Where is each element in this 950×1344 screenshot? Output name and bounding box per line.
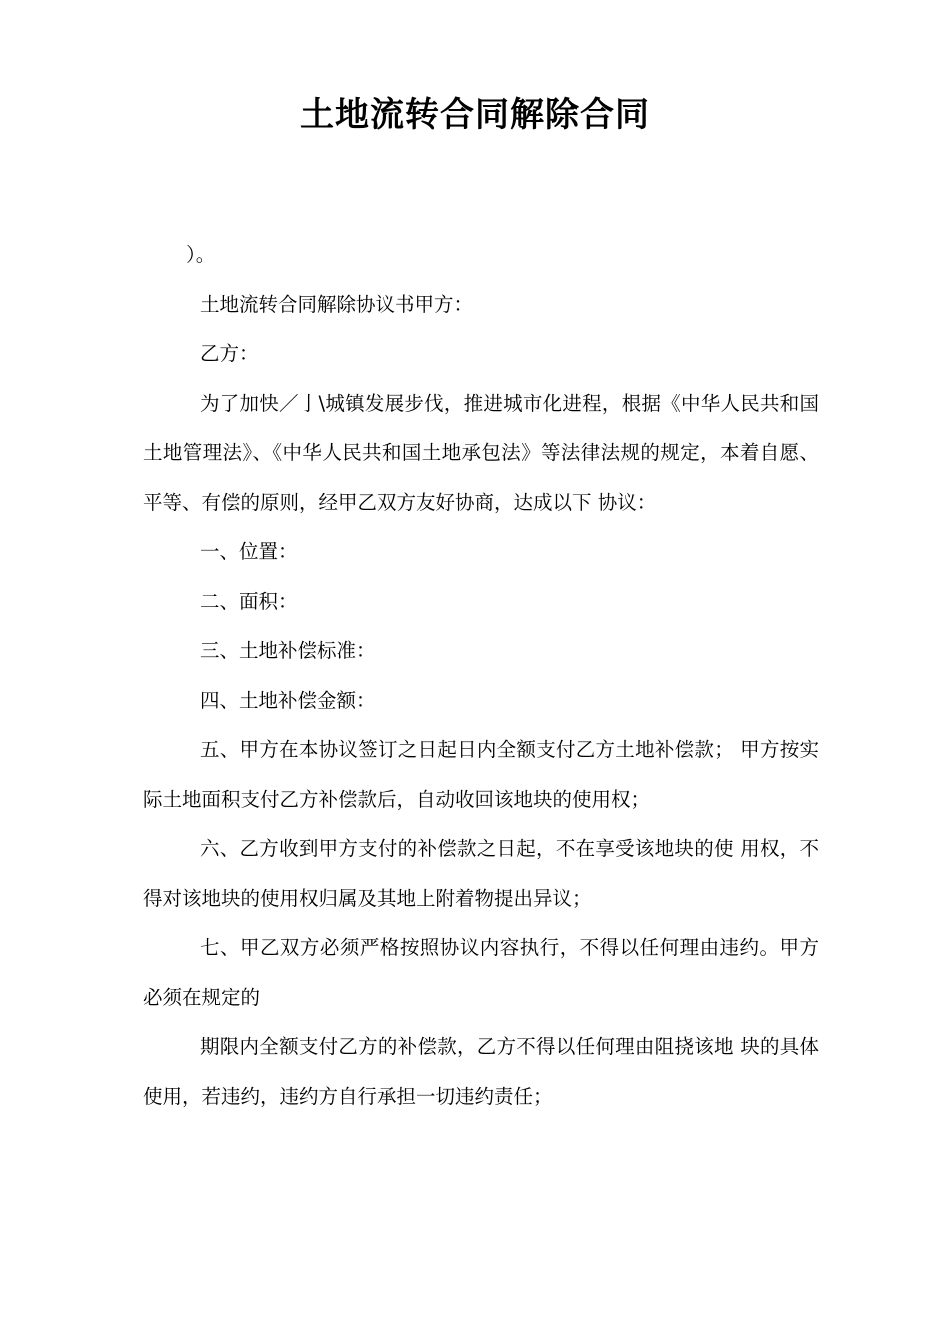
paragraph-agreement-heading: 土地流转合同解除协议书甲方： [200,292,474,316]
document-title: 土地流转合同解除合同 [300,95,650,135]
paragraph-clause-7-cont: 期限内全额支付乙方的补偿款，乙方不得以任何理由阻挠该地 块的具体使用，若违约，违约方自行承担一切违约责任； [143,1035,819,1108]
paragraph-clause-4: 四、土地补偿金额： [200,688,376,712]
paragraph-preamble: 为了加快／亅\城镇发展步伐，推进城市化进程，根据《中华人民共和国土地管理法》、《中华人民共和国土地承包法》等法律法规的规定，本着自愿、平等、有偿的原则，经甲乙双方友好协商，达成以下 协议： [143,391,819,514]
paragraph-clause-1: 一、位置： [200,540,298,563]
document-body [143,230,819,1121]
paragraph-clause-6: 六、乙方收到甲方支付的补偿款之日起，不在享受该地块的使 用权，不得对该地块的使用权归属及其地上附着物提出异议； [143,837,819,910]
paragraph-clause-3: 三、土地补偿标准： [200,639,376,662]
paragraph-clause-5: 五、甲方在本协议签订之日起日内全额支付乙方土地补偿款； 甲方按实际土地面积支付乙方补偿款后，自动收回该地块的使用权； [143,738,819,811]
paragraph-clause-2: 二、面积： [200,589,298,613]
paragraph-party-b: 乙方： [200,342,259,365]
paragraph-fragment: ）。 [186,243,216,266]
paragraph-clause-7: 七、甲乙双方必须严格按照协议内容执行，不得以任何理由违约。甲方必须在规定的 [143,936,819,1009]
